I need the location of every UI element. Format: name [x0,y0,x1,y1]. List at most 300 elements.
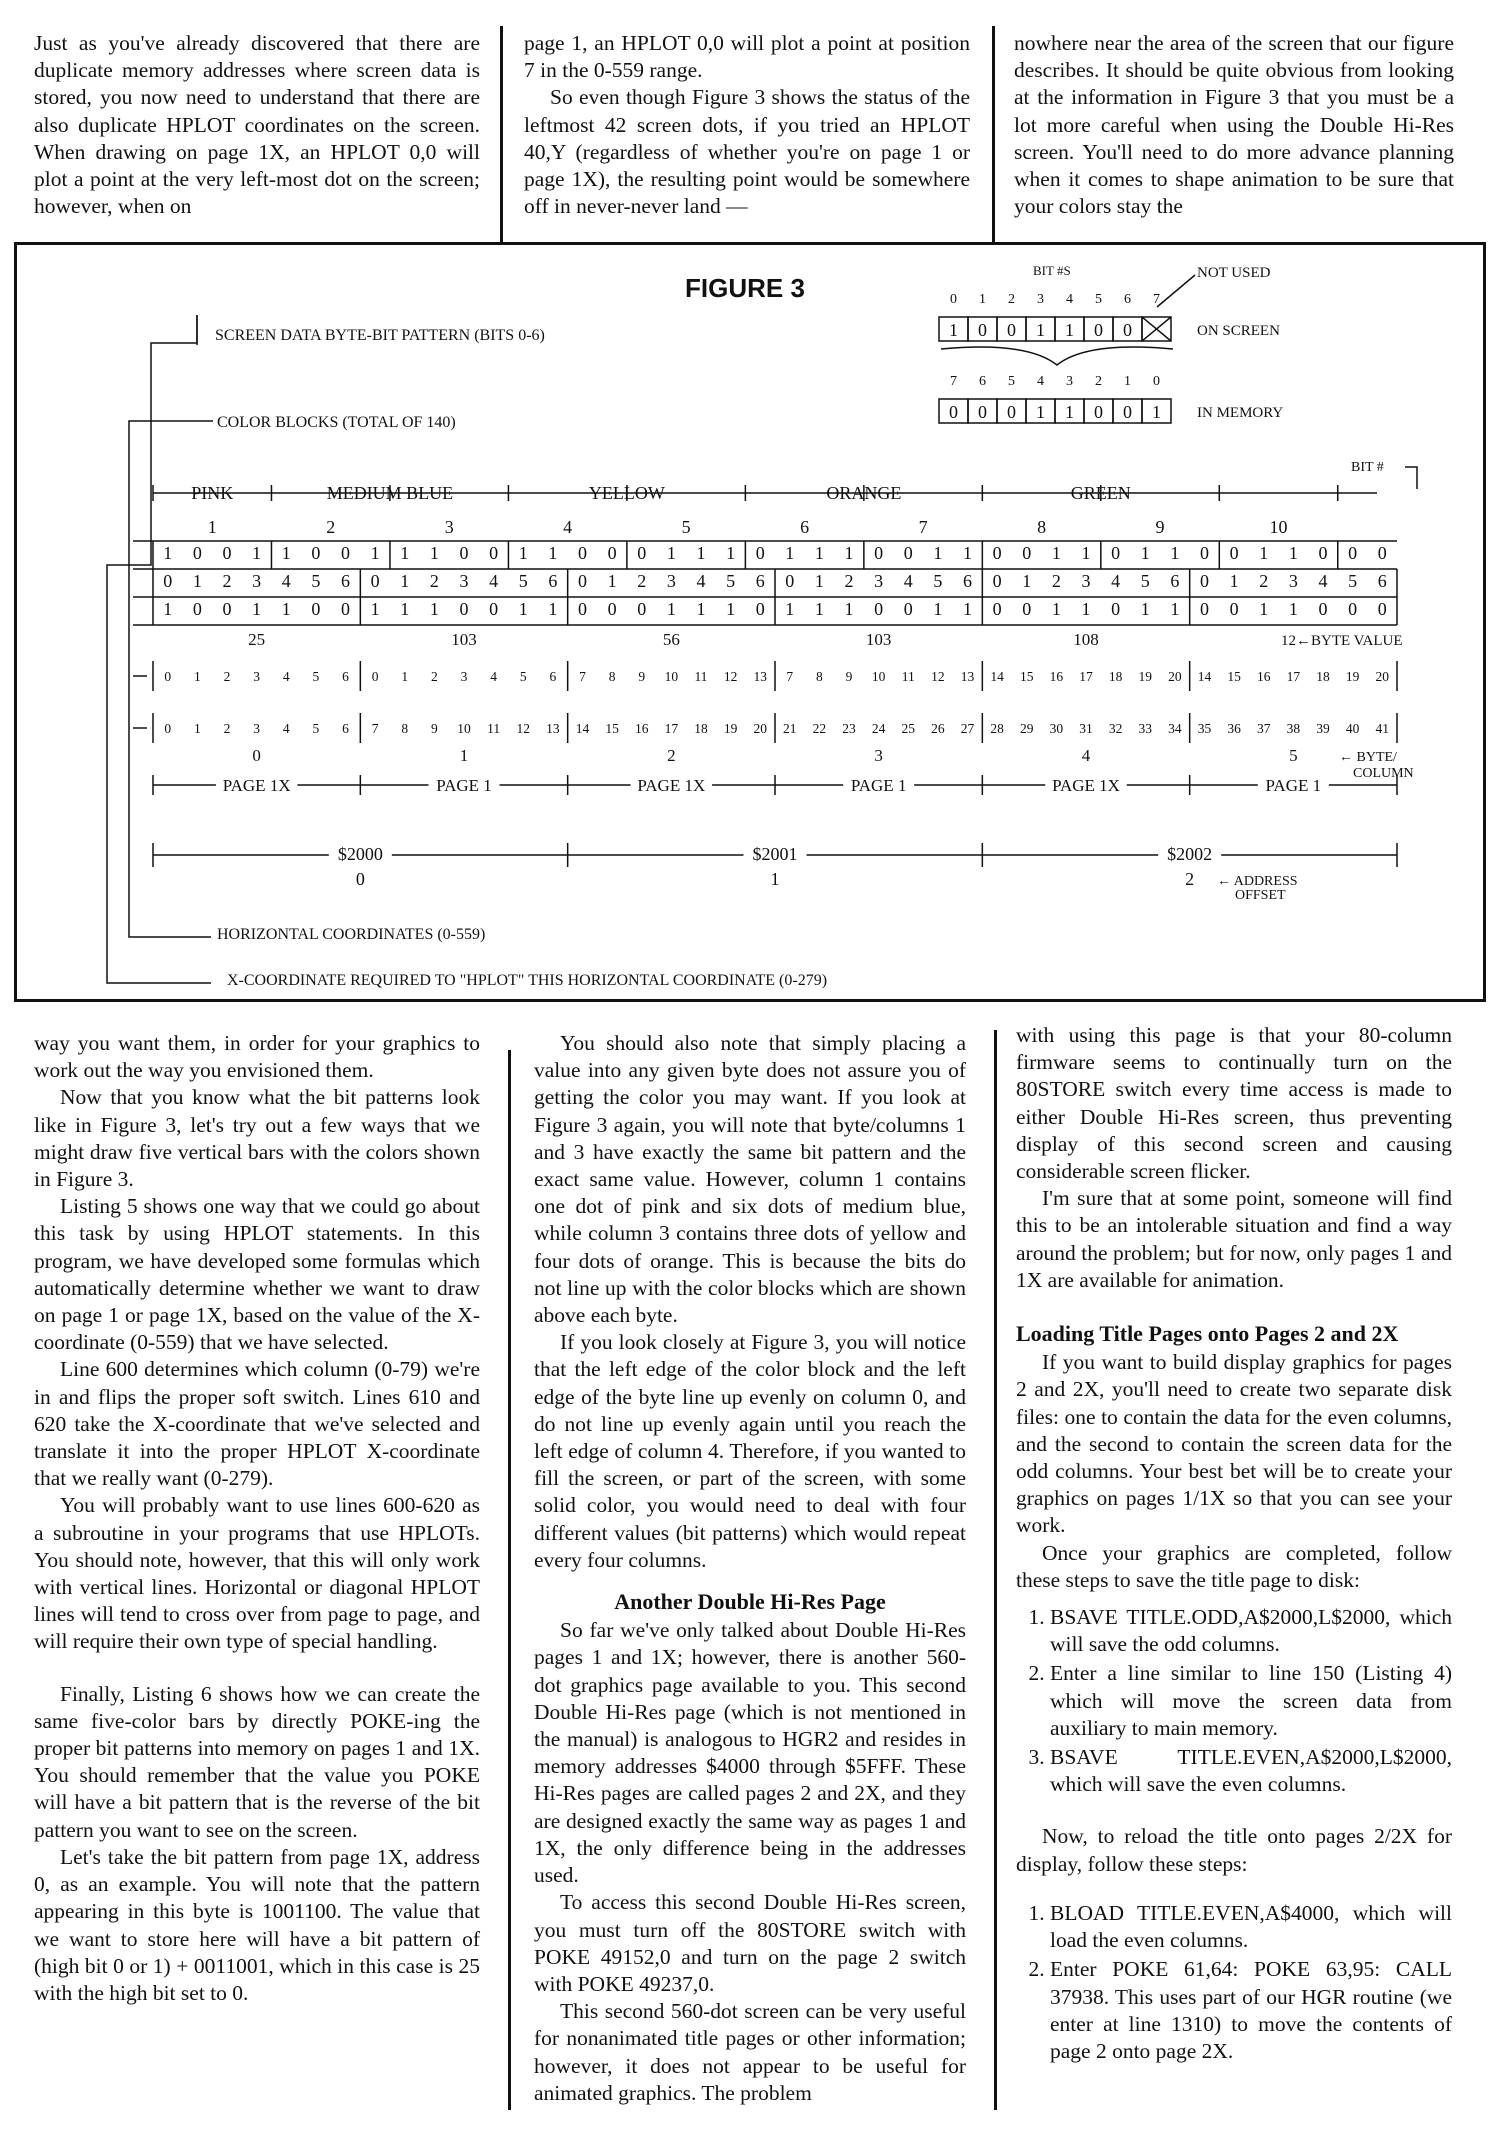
bit-cell-value: 1 [192,571,202,591]
top-column-2 [524,30,970,220]
bit-cell-value: 0 [992,543,1002,563]
address-offset: 0 [355,869,365,889]
bit-cell-value: 0 [577,599,587,619]
hplot-coordinate: 2 [223,669,231,684]
paragraph: Now, to reload the title onto pages 2/2X for display, follow these steps: [1016,1824,1452,1876]
bit-number: 0 [1153,374,1160,389]
bit-cell-value: 3 [874,571,884,591]
horizontal-coordinate: 32 [1108,721,1123,736]
bit-cell-value: 1 [814,599,824,619]
bit-cell-value: 0 [1111,599,1121,619]
hplot-coordinate: 8 [816,669,823,684]
hplot-coordinate: 11 [694,669,708,684]
bit-cell-value: 2 [429,571,439,591]
bit-cell-value: 1 [1288,543,1298,563]
bit-cell-value: 0 [874,599,884,619]
bit-value: 0 [1007,320,1016,340]
byte-value: 108 [1073,630,1099,649]
bit-cell-value: 0 [1199,599,1209,619]
bit-cell-value: 1 [252,599,262,619]
hplot-coordinate-row [133,661,1397,691]
bit-number: 1 [1124,374,1131,389]
paragraph: Now that you know what the bit patterns look like in Figure 3, let's try out a few ways that we might draw five vertical bars with the colors shown in Figure 3. [34,1085,480,1192]
bit-cell-value: 1 [281,599,291,619]
address-offset: 2 [1185,869,1195,889]
horizontal-coordinate: 6 [342,721,349,736]
bit-value: 1 [1152,402,1161,422]
hplot-coordinate: 6 [342,669,349,684]
bit-cell-value: 6 [548,571,558,591]
top-column-1 [34,30,480,220]
horizontal-coordinate: 3 [253,721,261,736]
bit-cell-value: 5 [1140,571,1150,591]
horizontal-coordinate: 22 [812,721,827,736]
block-number: 9 [1155,517,1165,537]
bit-cell-value: 5 [1348,571,1358,591]
bit-cell-value: 1 [252,543,262,563]
horizontal-coordinate: 21 [783,721,797,736]
bit-cell-value: 1 [666,543,676,563]
block-number: 3 [444,517,454,537]
byte-value: 103 [451,630,477,649]
block-number: 5 [681,517,691,537]
figure-3-svg [17,245,1489,1005]
hplot-coordinate: 17 [1286,669,1301,684]
column-numbers [252,746,1297,765]
bit-value: 1 [1065,320,1074,340]
list-item: 1. BSAVE TITLE.ODD,A$2000,L$2000, which will save the odd columns. [1050,1604,1452,1658]
column-2 [534,1030,966,2107]
horizontal-coordinate-row [133,713,1397,743]
block-number: 8 [1037,517,1047,537]
bit-cell-value: 1 [726,543,736,563]
reload-steps-list [1016,1900,1452,2065]
bit-number: 6 [979,374,986,389]
bit-value: 0 [1094,402,1103,422]
screen-bits-grid [939,317,1171,341]
bit-cell-value: 1 [726,599,736,619]
hplot-coordinate: 1 [401,669,409,684]
bit-number: 7 [950,374,957,389]
bit-cell-value: 2 [637,571,647,591]
hplot-coordinate: 10 [664,669,679,684]
brace [941,347,1173,365]
hplot-coordinate: 0 [371,669,379,684]
bit-cell-value: 0 [311,543,321,563]
bit-cell-value: 1 [1140,599,1150,619]
bit-value: 0 [1007,402,1016,422]
horizontal-coordinate: 13 [546,721,560,736]
bit-value: 0 [949,402,958,422]
figure-title: FIGURE 3 [685,273,805,303]
paragraph: Line 600 determines which column (0-79) we're in and flips the proper soft switch. Lines 610 and 620 take the X-coordinate that we've selected and translate it into the proper HPLOT X-coordinate that we really want (0-279). [34,1357,480,1491]
column-1 [34,1030,480,2007]
hplot-coordinate: 19 [1138,669,1152,684]
top-column-3 [1014,30,1454,220]
bit-cell-value: 5 [726,571,736,591]
address-label: $2001 [752,844,798,864]
block-number: 10 [1269,517,1288,537]
hplot-coordinate: 11 [901,669,915,684]
hplot-coordinate: 16 [1049,669,1064,684]
column-number: 4 [1081,746,1091,765]
bit-cell-value: 1 [696,599,706,619]
bit-cell-value: 1 [1259,543,1269,563]
bit-cell-value: 1 [963,599,973,619]
bit-cell-value: 6 [755,571,765,591]
pages-row [153,773,1397,795]
paragraph: Finally, Listing 6 shows how we can create the same five-color bars by directly POKE-ing the proper bit patterns into memory on pages 1 and 1X. You should remember that the value you POKE will have a bit pattern that is the reverse of the bit pattern you want to see on the screen. [34,1681,480,1842]
paragraph: This second 560-dot screen can be very useful for nonanimated title pages or other information; however, it does not appear to be useful for animated graphics. The problem [534,1999,966,2105]
bit-cell-value: 5 [518,571,528,591]
color-label: PINK [191,483,234,503]
paragraph: way you want them, in order for your graphics to work out the way you envisioned them. [34,1031,480,1083]
bit-cell-value: 1 [429,599,439,619]
horizontal-coordinate: 4 [282,721,290,736]
list-item: 1. BLOAD TITLE.EVEN,A$4000, which will load the even columns. [1050,1900,1452,1954]
list-item: 3. BSAVE TITLE.EVEN,A$2000,L$2000, which will save the even columns. [1050,1744,1452,1798]
subheading: Another Double Hi-Res Page [614,1589,886,1615]
not-used-arrow [1157,275,1195,307]
horizontal-coordinate: 8 [401,721,409,736]
address-label: $2002 [1167,844,1213,864]
horizontal-coordinate: 2 [223,721,231,736]
byte-pattern-label: SCREEN DATA BYTE-BIT PATTERN (BITS 0-6) [215,327,545,344]
hplot-coordinate: 7 [786,669,794,684]
bit-cell-value: 0 [1111,543,1121,563]
horizontal-coordinate: 29 [1020,721,1034,736]
color-label: YELLOW [588,483,665,503]
horizontal-coordinate: 17 [664,721,679,736]
hplot-coordinate: 19 [1345,669,1360,684]
bit-cell-value: 4 [1318,571,1328,591]
horizontal-coordinate: 40 [1345,721,1360,736]
hplot-coordinate: 13 [960,669,975,684]
bit-cell-value: 6 [1170,571,1180,591]
hplot-coordinate: 12 [723,669,738,684]
bit-cell-value: 0 [341,543,351,563]
horizontal-coordinate: 11 [487,721,501,736]
bit-cell-value: 1 [1170,543,1180,563]
bit-cell-value: 0 [489,599,499,619]
hplot-coordinate: 3 [253,669,261,684]
hplot-coordinate: 5 [312,669,320,684]
bit-cell-value: 0 [785,571,795,591]
hplot-coordinate: 9 [845,669,853,684]
page-label: PAGE 1 [1265,776,1322,795]
page-label: PAGE 1X [637,776,706,795]
bit-value: 1 [1065,402,1074,422]
in-memory-label: IN MEMORY [1197,405,1284,421]
bit-cell-value: 2 [1051,571,1061,591]
bit-cell-value: 0 [755,599,765,619]
bit-cell-value: 0 [459,599,469,619]
hplot-coordinate: 15 [1227,669,1241,684]
bit-value: 1 [1036,402,1045,422]
paragraph: You should also note that simply placing a value into any given byte does not assure you of getting the color you may want. If you look at Figure 3 again, you will note that byte/columns 1 and 3 have exactly the same bit pattern and the exact same value. However, column 1 contains one dot of pink and six dots of medium blue, while column 3 contains three dots of yellow and four dots of orange. This is because the bits do not line up with the color blocks which are shown above each byte. [534,1031,966,1328]
bit-cell-value: 0 [1318,599,1328,619]
bit-numbers-label: BIT #S [1033,263,1071,278]
bit-cell-value: 0 [192,599,202,619]
bit-cell-value: 1 [1140,543,1150,563]
page-label: PAGE 1X [1052,776,1120,795]
bit-cell-value: 0 [163,571,173,591]
horizontal-coordinate: 28 [990,721,1004,736]
column-3 [1016,1022,1452,2067]
horizontal-coordinate: 35 [1197,721,1212,736]
bit-cell-value: 1 [281,543,291,563]
bit-cell-value: 1 [1022,571,1032,591]
bracket-lines [107,315,213,983]
bit-cell-value: 1 [1081,599,1091,619]
horizontal-coordinate: 27 [960,721,975,736]
bit-value: 1 [1036,320,1045,340]
column-number: 1 [459,746,469,765]
hplot-coordinate: 4 [490,669,497,684]
bit-number: 3 [1066,374,1073,389]
horizontal-coordinate: 14 [575,721,590,736]
color-label: MEDIUM BLUE [326,483,454,503]
hplot-coordinate: 5 [519,669,527,684]
horizontal-coordinate: 41 [1375,721,1389,736]
byte-value: 103 [865,630,892,649]
bit-cell-value: 1 [814,543,824,563]
hplot-coordinate: 0 [164,669,172,684]
hplot-coordinate: 1 [194,669,201,684]
bit-cell-value: 1 [1259,599,1269,619]
page-label: PAGE 1 [850,776,907,795]
addresses-row [153,842,1397,889]
hplot-coordinate: 8 [608,669,616,684]
byte-value: 56 [662,630,680,649]
bit-cell-value: 1 [933,599,943,619]
bit-cell-value: 3 [1288,571,1298,591]
address-label: $2000 [337,844,383,864]
bit-cell-value: 0 [1022,599,1032,619]
bit-cell-value: 5 [311,571,321,591]
list-item: 2. Enter POKE 61,64: POKE 63,95: CALL 37938. This uses part of our HGR routine (we enter at line 1310) to move the contents of page 2 onto page 2X. [1050,1956,1452,2065]
horizontal-coordinate: 36 [1227,721,1241,736]
byte-column-label: ← BYTE/ [1339,750,1397,765]
hplot-coordinate: 9 [638,669,646,684]
bit-cell-value: 3 [666,571,676,591]
paragraph: Listing 5 shows one way that we could go about this task by using HPLOT statements. In this program, we have developed some formulas which automatically determine whether we want to draw on page 1 or page 1X, based on the value of the X-coordinate (0-559) that we have selected. [34,1194,480,1355]
bit-cell-value: 2 [222,571,232,591]
horizontal-coordinate: 25 [901,721,916,736]
bit-cell-value: 6 [341,571,351,591]
bit-cell-value: 1 [400,571,410,591]
bit-cell-value: 1 [1051,543,1061,563]
bit-cell-value: 0 [1318,543,1328,563]
horizontal-coordinate: 18 [694,721,708,736]
block-number: 7 [918,517,928,537]
horizontal-coordinate: 38 [1286,721,1301,736]
color-blocks-row [153,483,1377,537]
horizontal-coordinate: 15 [605,721,619,736]
byte-column-label-2: COLUMN [1353,766,1414,781]
screen-bit-numbers [950,292,1160,307]
bit-cell-value: 4 [696,571,706,591]
bit-cell-value: 3 [459,571,469,591]
paragraph: So far we've only talked about Double Hi-Res pages 1 and 1X; however, there is another 560-dot graphics page available to you. This second Double Hi-Res page (which is not mentioned in the manual) is analogous to HGR2 and resides in memory addresses $4000 through $5FFF. These Hi-Res pages are called pages 2 and 2X, and they are designed exactly the same way as pages 1 and 1X, the only difference being in the addresses used. [534,1618,966,1888]
hplot-coordinate: 20 [1375,669,1389,684]
bit-cell-value: 1 [696,543,706,563]
bit-rows [133,541,1397,625]
bit-cell-value: 1 [1081,543,1091,563]
bit-cell-value: 3 [1081,571,1091,591]
column-number: 0 [252,746,261,765]
color-label: GREEN [1070,483,1131,503]
bit-cell-value: 0 [1199,571,1209,591]
bit-value: 0 [978,320,987,340]
address-offset-label: ← ADDRESS [1217,874,1298,889]
hplot-coordinate: 13 [753,669,767,684]
horizontal-coordinate: 19 [723,721,738,736]
paragraph: I'm sure that at some point, someone will find this to be an intolerable situation and find a way around the problem; but for now, only pages 1 and 1X are available for animation. [1016,1186,1452,1292]
paragraph: You will probably want to use lines 600-620 as a subroutine in your programs that use HPLOTs. You should note, however, that this will only work with vertical lines. Horizontal or diagonal HPLOT lines will tend to cross over from page to page, and will require their own type of special handling. [34,1493,480,1654]
bit-cell-value: 1 [1170,599,1180,619]
bit-cell-value: 1 [429,543,439,563]
bit-cell-value: 0 [1022,543,1032,563]
bit-number: 1 [979,292,986,307]
bit-value: 0 [1123,402,1132,422]
bit-cell-value: 0 [459,543,469,563]
bit-cell-value: 1 [1051,599,1061,619]
bit-value: 0 [978,402,987,422]
bit-cell-value: 1 [963,543,973,563]
horizontal-coordinate: 39 [1316,721,1330,736]
bit-cell-value: 4 [903,571,913,591]
bit-cell-value: 2 [1259,571,1269,591]
bit-cell-value: 3 [252,571,262,591]
bit-cell-value: 1 [607,571,617,591]
bit-cell-value: 0 [903,543,913,563]
horizontal-coordinate: 24 [871,721,886,736]
bit-cell-value: 0 [637,543,647,563]
column-divider [500,26,503,242]
byte-values [248,630,1099,649]
hplot-coordinate: 12 [931,669,945,684]
bit-cell-value: 1 [1288,599,1298,619]
paragraph: So even though Figure 3 shows the status of the leftmost 42 screen dots, if you tried an HPLOT 40,Y (regardless of whether you're on page 1 or page 1X), the resulting point would be somewhere off in never-never land — [524,85,970,219]
bit-cell-value: 0 [874,543,884,563]
bit-cell-value: 1 [1229,571,1239,591]
bit-number: 0 [950,292,957,307]
hplot-coordinate: 18 [1316,669,1330,684]
bit-number: 5 [1008,374,1015,389]
bit-cell-value: 0 [903,599,913,619]
bit-number: 7 [1153,292,1160,307]
bit-cell-value: 1 [666,599,676,619]
bit-cell-value: 4 [1111,571,1121,591]
bit-cell-value: 0 [222,543,232,563]
bit-number: 6 [1124,292,1131,307]
bit-cell-value: 0 [577,543,587,563]
bit-cell-value: 0 [1377,599,1387,619]
x-coordinate-label: X-COORDINATE REQUIRED TO "HPLOT" THIS HORIZONTAL COORDINATE (0-279) [227,972,828,989]
hplot-coordinate: 2 [431,669,438,684]
bit-cell-value: 1 [844,599,854,619]
column-number: 2 [667,746,676,765]
bit-cell-value: 0 [370,571,380,591]
hplot-coordinate: 18 [1108,669,1123,684]
hplot-coordinate: 14 [990,669,1004,684]
bit-cell-value: 1 [844,543,854,563]
bit-number: 4 [1066,292,1073,307]
bit-number: 2 [1095,374,1102,389]
bit-value: 1 [949,320,958,340]
bit-cell-value: 0 [1348,543,1358,563]
paragraph: nowhere near the area of the screen that our figure describes. It should be quite obvious from looking at the information in Figure 3 that you must be a lot more careful when using the Double Hi-Res screen. You'll need to do more advance planning when it comes to shape animation to be sure that your colors stay the [1014,31,1454,219]
bit-cell-value: 0 [992,571,1002,591]
bit-value: 0 [1094,320,1103,340]
bit-cell-value: 1 [370,543,380,563]
bit-cell-value: 1 [163,543,173,563]
bit-cell-value: 1 [785,543,795,563]
horizontal-coordinate: 31 [1079,721,1093,736]
paragraph: Once your graphics are completed, follow these steps to save the title page to disk: [1016,1540,1452,1592]
bit-cell-value: 0 [1348,599,1358,619]
bit-cell-value: 1 [163,599,173,619]
paragraph: Let's take the bit pattern from page 1X, address 0, as an example. You will note that the pattern appearing in this byte is 1001100. The value that we want to store here will have a bit pattern of (high bit 0 or 1) + 0011001, which in this case is 25 with the high bit set to 0. [34,1844,480,2005]
memory-bit-numbers [950,374,1160,389]
horizontal-coordinate: 16 [634,721,649,736]
column-divider [994,1030,997,2110]
horizontal-coordinate: 5 [312,721,320,736]
hplot-coordinate: 17 [1079,669,1093,684]
save-steps-list [1016,1604,1452,1798]
byte-value: 25 [248,630,266,649]
bit-value: 0 [1123,320,1132,340]
bit-cell-value: 0 [992,599,1002,619]
bit-cell-value: 1 [548,543,558,563]
hplot-coordinate: 3 [460,669,468,684]
bit-cell-value: 0 [607,543,617,563]
horizontal-coordinate: 1 [194,721,201,736]
bit-cell-value: 0 [607,599,617,619]
hplot-coordinate: 7 [579,669,586,684]
horizontal-coordinate: 20 [753,721,767,736]
horizontal-coordinate: 10 [457,721,471,736]
bit-cell-value: 4 [281,571,291,591]
subheading: Loading Title Pages onto Pages 2 and 2X [1016,1321,1399,1347]
color-blocks-label: COLOR BLOCKS (TOTAL OF 140) [217,414,456,431]
horizontal-coordinate: 33 [1138,721,1152,736]
paragraph: If you want to build display graphics for pages 2 and 2X, you'll need to create two separate disk files: one to contain the data for the even columns, and the second to contain the screen data for the odd columns. Your best bet will be to create your graphics on pages 1/1X so that you can see your work. [1016,1350,1452,1538]
bit-cell-value: 4 [489,571,499,591]
bit-cell-value: 0 [755,543,765,563]
paragraph: page 1, an HPLOT 0,0 will plot a point at position 7 in the 0-559 range. [524,31,970,83]
bit-cell-value: 6 [963,571,973,591]
list-item: 2. Enter a line similar to line 150 (Listing 4) which will move the screen data from auxiliary to main memory. [1050,1660,1452,1742]
bit-cell-value: 0 [1229,543,1239,563]
bit-cell-value: 1 [785,599,795,619]
bit-cell-value: 1 [400,599,410,619]
horizontal-coordinates-label: HORIZONTAL COORDINATES (0-559) [217,926,486,943]
horizontal-coordinate: 23 [842,721,856,736]
bit-cell-value: 1 [548,599,558,619]
not-used-label: NOT USED [1197,265,1271,281]
bit-cell-value: 0 [489,543,499,563]
block-number: 1 [207,517,217,537]
bit-number: 5 [1095,292,1102,307]
horizontal-coordinate: 37 [1256,721,1271,736]
bit-cell-value: 0 [1199,543,1209,563]
paragraph: Just as you've already discovered that there are duplicate memory addresses where screen data is stored, you now need to understand that there are also duplicate HPLOT coordinates on the screen. When drawing on page 1X, an HPLOT 0,0 will plot a point at the very left-most dot on the screen; however, when on [34,31,480,219]
address-offset-label-2: OFFSET [1235,888,1286,903]
bit-cell-value: 0 [311,599,321,619]
bit-hash-label: BIT # [1351,460,1384,475]
